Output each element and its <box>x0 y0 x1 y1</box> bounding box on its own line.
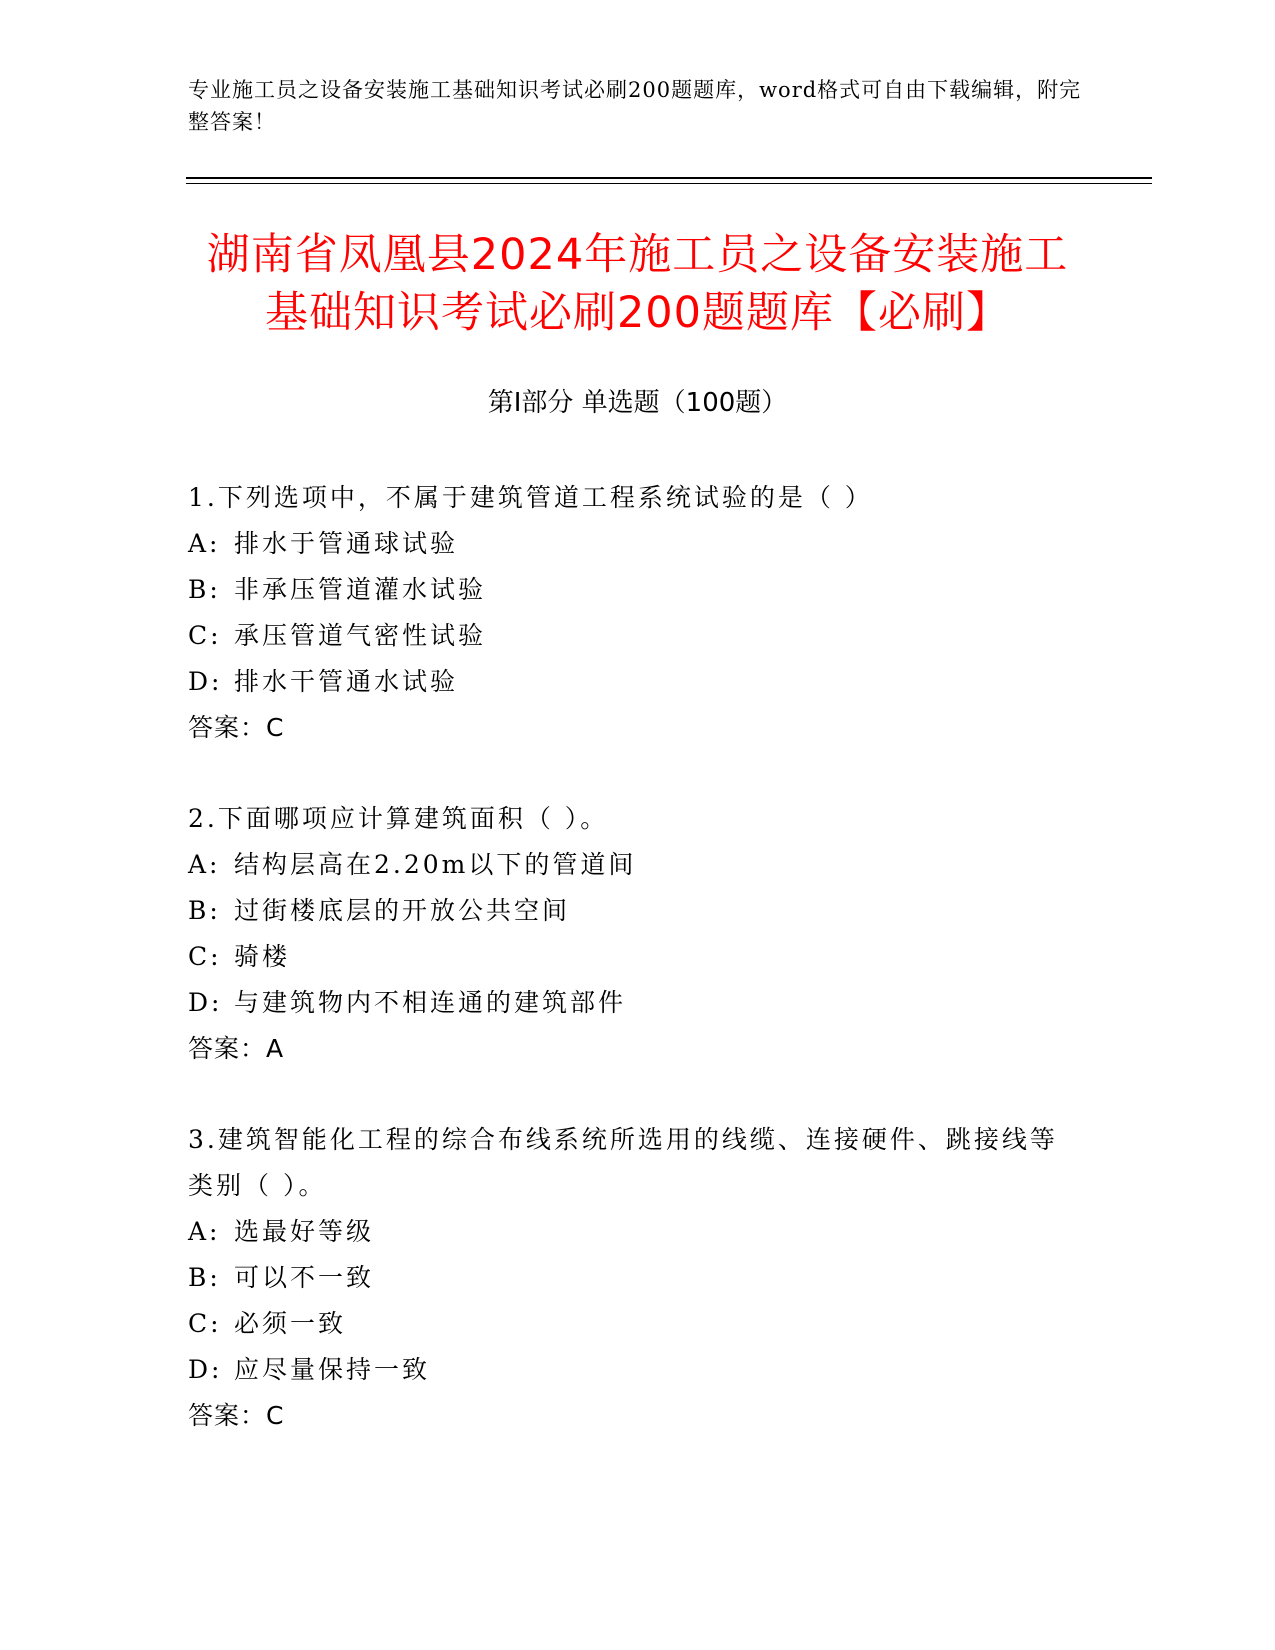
question-text: 3.建筑智能化工程的综合布线系统所选用的线缆、连接硬件、跳接线等类别（ ）。 <box>188 1125 1058 1200</box>
answer-line <box>188 705 1088 751</box>
option-letter: A: <box>188 1217 221 1246</box>
question-1 <box>188 475 1088 751</box>
title-line-1: 湖南省凤凰县2024年施工员之设备安装施工 <box>206 230 1069 280</box>
option-letter: D: <box>188 988 223 1017</box>
title-line-2: 基础知识考试必刷200题题库【必刷】 <box>264 288 1011 338</box>
question-list <box>188 475 1088 1484</box>
option-a <box>188 1209 1088 1255</box>
option-letter: C: <box>188 1309 222 1338</box>
option-text: 选最好等级 <box>234 1217 375 1246</box>
option-a <box>188 521 1088 567</box>
option-text: 承压管道气密性试验 <box>234 621 487 650</box>
option-c <box>188 934 1088 980</box>
option-text: 过街楼底层的开放公共空间 <box>234 896 571 925</box>
option-text: 排水干管通水试验 <box>234 667 459 696</box>
answer-line <box>188 1393 1088 1439</box>
option-b <box>188 567 1088 613</box>
question-text: 2.下面哪项应计算建筑面积（ ）。 <box>188 804 609 833</box>
answer-value: C <box>266 713 285 742</box>
answer-line <box>188 1026 1088 1072</box>
question-3 <box>188 1117 1088 1439</box>
option-b <box>188 888 1088 934</box>
option-d <box>188 1347 1088 1393</box>
option-text: 非承压管道灌水试验 <box>234 575 487 604</box>
option-letter: B: <box>188 1263 221 1292</box>
answer-label: 答案： <box>188 1034 267 1063</box>
option-b <box>188 1255 1088 1301</box>
option-d <box>188 659 1088 705</box>
option-text: 可以不一致 <box>234 1263 375 1292</box>
option-letter: B: <box>188 896 221 925</box>
answer-label: 答案： <box>188 713 267 742</box>
option-letter: D: <box>188 667 223 696</box>
option-c <box>188 613 1088 659</box>
header-divider-thin <box>186 183 1152 184</box>
option-text: 结构层高在2.20m以下的管道间 <box>234 850 637 879</box>
header-divider-thick <box>186 177 1152 179</box>
option-letter: D: <box>188 1355 223 1384</box>
option-text: 与建筑物内不相连通的建筑部件 <box>234 988 627 1017</box>
option-letter: C: <box>188 942 222 971</box>
option-letter: C: <box>188 621 222 650</box>
option-c <box>188 1301 1088 1347</box>
option-letter: B: <box>188 575 221 604</box>
header-note: 专业施工员之设备安装施工基础知识考试必刷200题题库，word格式可自由下载编辑，附完整答案！ <box>188 78 1082 134</box>
option-text: 骑楼 <box>234 942 291 971</box>
question-text: 1.下列选项中，不属于建筑管道工程系统试验的是（ ） <box>188 483 873 512</box>
option-letter: A: <box>188 850 221 879</box>
section-heading: 第Ⅰ部分 单选题（100题） <box>487 388 788 418</box>
option-text: 必须一致 <box>234 1309 347 1338</box>
option-text: 应尽量保持一致 <box>234 1355 431 1384</box>
answer-value: C <box>266 1401 285 1430</box>
option-a <box>188 842 1088 888</box>
option-letter: A: <box>188 529 221 558</box>
document-title <box>150 226 1125 342</box>
answer-value: A <box>266 1034 285 1063</box>
question-2 <box>188 796 1088 1072</box>
option-d <box>188 980 1088 1026</box>
answer-label: 答案： <box>188 1401 267 1430</box>
option-text: 排水于管通球试验 <box>234 529 459 558</box>
